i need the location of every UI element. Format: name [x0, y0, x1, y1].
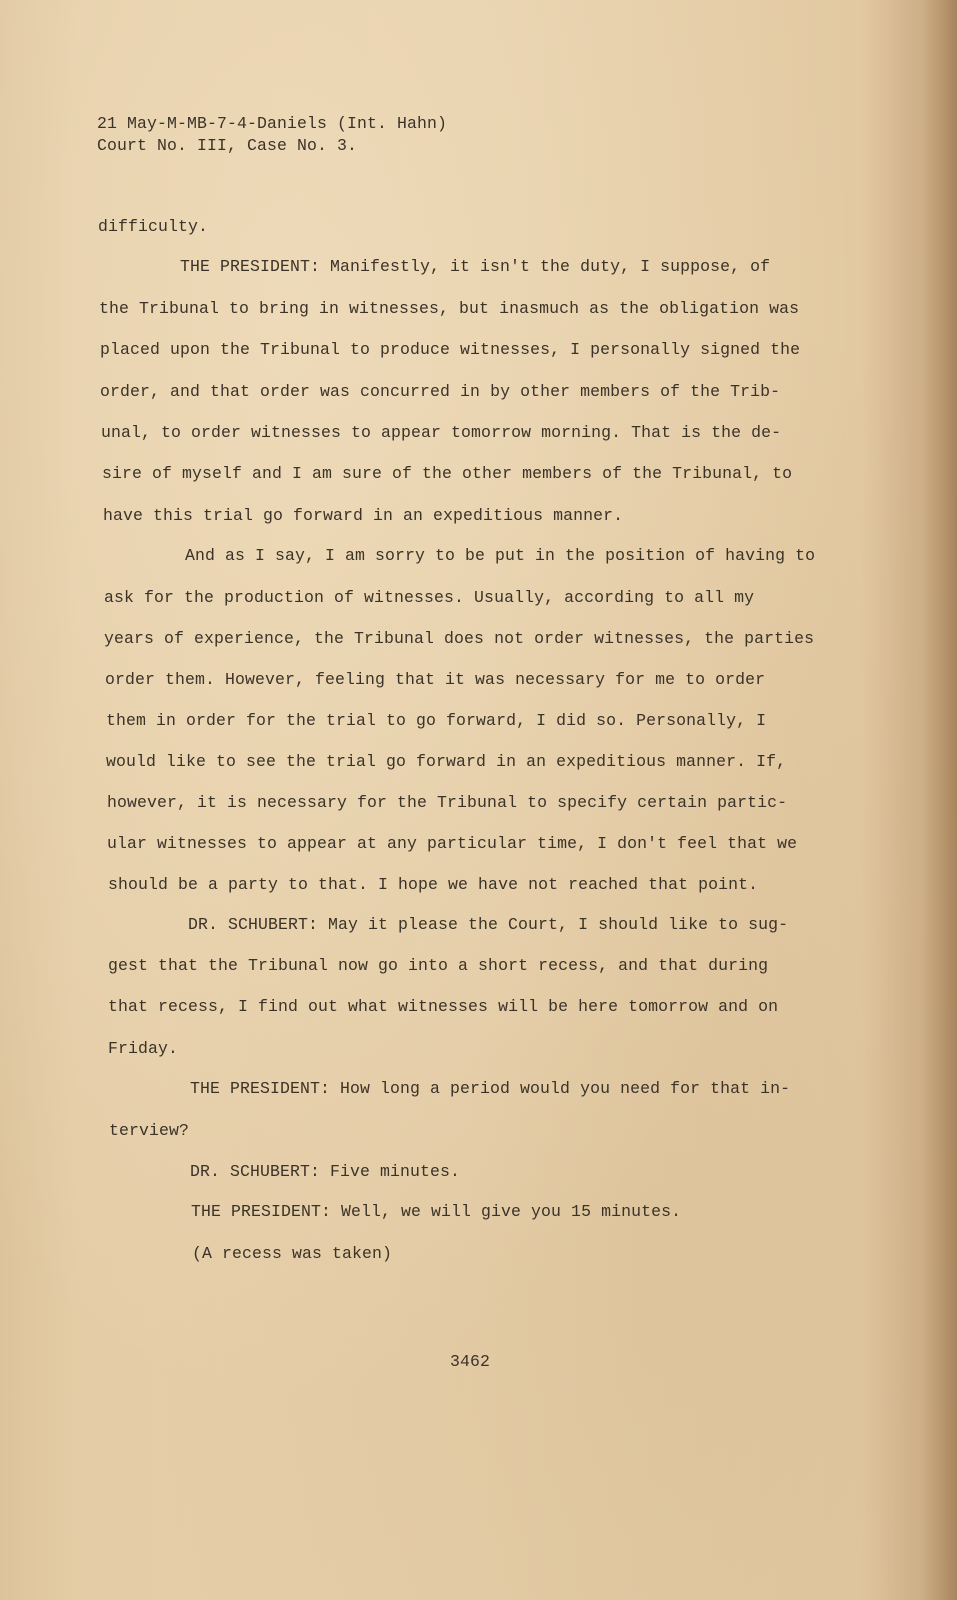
- transcript-line: order them. However, feeling that it was necessary for me to order: [105, 670, 766, 689]
- transcript-line: THE PRESIDENT: Manifestly, it isn't the duty, I suppose, of: [180, 257, 771, 276]
- transcript-line: sire of myself and I am sure of the other members of the Tribunal, to: [102, 464, 793, 483]
- transcript-line: DR. SCHUBERT: Five minutes.: [190, 1162, 461, 1181]
- transcript-line: THE PRESIDENT: Well, we will give you 15 minutes.: [191, 1202, 682, 1221]
- transcript-line: that recess, I find out what witnesses will be here tomorrow and on: [108, 997, 779, 1016]
- transcript-line: terview?: [109, 1121, 190, 1140]
- page-number: 3462: [450, 1352, 491, 1371]
- transcript-line: DR. SCHUBERT: May it please the Court, I should like to sug-: [188, 915, 789, 934]
- transcript-line: have this trial go forward in an expeditious manner.: [103, 506, 624, 525]
- transcript-line: should be a party to that. I hope we have not reached that point.: [108, 875, 759, 894]
- transcript-line: ask for the production of witnesses. Usually, according to all my: [104, 588, 755, 607]
- transcript-line: the Tribunal to bring in witnesses, but inasmuch as the obligation was: [99, 299, 800, 318]
- page-edge-shadow: [923, 0, 957, 1600]
- header-reference-line: 21 May-M-MB-7-4-Daniels (Int. Hahn): [97, 114, 448, 133]
- transcript-line: order, and that order was concurred in by other members of the Trib-: [100, 382, 781, 401]
- transcript-line: unal, to order witnesses to appear tomorrow morning. That is the de-: [101, 423, 782, 442]
- transcript-line: difficulty.: [98, 217, 209, 236]
- transcript-line: however, it is necessary for the Tribunal to specify certain partic-: [107, 793, 788, 812]
- transcript-line: gest that the Tribunal now go into a short recess, and that during: [108, 956, 769, 975]
- transcript-line: THE PRESIDENT: How long a period would you need for that in-: [190, 1079, 791, 1098]
- transcript-line: them in order for the trial to go forward, I did so. Personally, I: [106, 711, 767, 730]
- transcript-line: ular witnesses to appear at any particular time, I don't feel that we: [107, 834, 798, 853]
- transcript-line: Friday.: [108, 1039, 179, 1058]
- transcript-line: would like to see the trial go forward in an expeditious manner. If,: [106, 752, 787, 771]
- transcript-line: (A recess was taken): [192, 1244, 393, 1263]
- document-header: [97, 113, 447, 157]
- transcript-line: And as I say, I am sorry to be put in the position of having to: [185, 546, 816, 565]
- transcript-line: years of experience, the Tribunal does not order witnesses, the parties: [104, 629, 815, 648]
- header-court-line: Court No. III, Case No. 3.: [97, 136, 358, 155]
- transcript-line: placed upon the Tribunal to produce witnesses, I personally signed the: [100, 340, 801, 359]
